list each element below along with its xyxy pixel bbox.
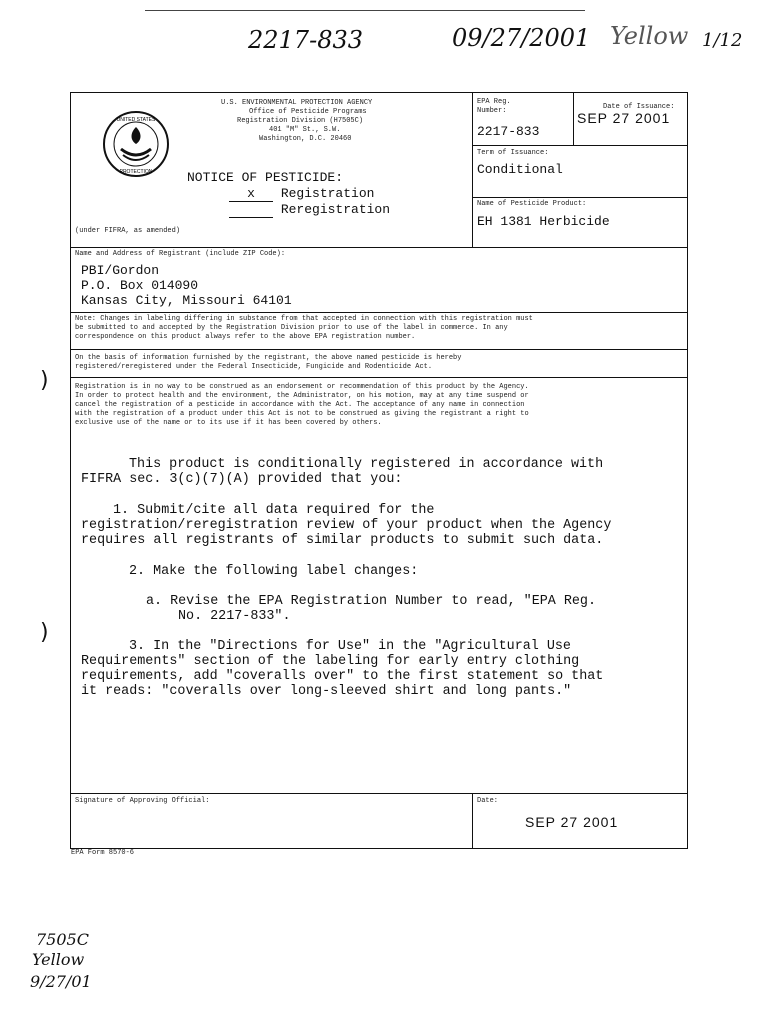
registration-label: Registration [280,186,375,201]
agency-line: 401 "M" St., S.W. [269,126,341,134]
item3-line: Requirements" section of the labeling for early entry clothing [81,654,580,669]
product-label: Name of Pesticide Product: [477,200,587,208]
registrant-line: P.O. Box 014090 [81,278,199,293]
handwritten-page-number: 1/12 [702,30,743,51]
registration-check-mark: x [229,187,273,202]
reregistration-option [229,203,390,218]
handwritten-date: 09/27/2001 [452,24,591,52]
registrant-line: Kansas City, Missouri 64101 [81,293,292,308]
basis-line: registered/reregistered under the Federal Insecticide, Fungicide and Rodenticide Act. [75,363,433,371]
item2a-line: No. 2217-833". [178,609,291,624]
item3-line: it reads: "coveralls over long-sleeved shirt and long pants." [81,684,572,699]
term-label: Term of Issuance: [477,149,549,157]
product-name: EH 1381 Herbicide [477,214,610,229]
intro-line: This product is conditionally registered in accordance with [129,457,604,472]
handwritten-date-bottom: 9/27/01 [30,972,92,991]
item1-line: requires all registrants of similar products to submit such data. [81,533,604,548]
margin-bracket-mark: ) [40,368,49,393]
epa-reg-label: EPA Reg. Number: [477,98,511,115]
svg-text:PROTECTION: PROTECTION [119,169,153,175]
basis-line: On the basis of information furnished by the registrant, the above named pesticide is hereby [75,354,462,362]
registrant-line: PBI/Gordon [81,263,160,278]
disclaimer-line: cancel the registration of a pesticide in accordance with the Act. The acceptance of any name in connection [75,401,525,409]
signature-date-label: Date: [477,797,499,805]
svg-text:UNITED STATES: UNITED STATES [116,117,156,123]
disclaimer-line: with the registration of a product under this Act is not to be construed as giving the registrant a right to [75,410,529,418]
notice-title: NOTICE OF PESTICIDE: [187,170,344,185]
reregistration-label: Reregistration [280,202,391,217]
form-number: EPA Form 8570-6 [71,849,135,857]
epa-reg-number: 2217-833 [477,124,540,139]
registration-option [229,187,374,202]
handwritten-code: 7505C [36,930,89,949]
top-scan-line [145,10,585,11]
item1-line: 1. Submit/cite all data required for the [113,503,435,518]
signature-label: Signature of Approving Official: [75,797,210,805]
intro-line: FIFRA sec. 3(c)(7)(A) provided that you: [81,472,403,487]
margin-bracket-mark: ) [40,620,49,645]
item2-line: 2. Make the following label changes: [129,564,419,579]
note-line: be submitted to and accepted by the Registration Division prior to use of the label in commerce. In any [75,324,508,332]
item3-line: 3. In the "Directions for Use" in the "Agricultural Use [129,639,571,654]
agency-line: Office of Pesticide Programs [249,108,367,116]
term-value: Conditional [477,162,563,177]
item3-line: requirements, add "coveralls over" to the first statement so that [81,669,604,684]
date-of-issuance-label: Date of Issuance: [603,103,675,111]
registrant-label: Name and Address of Registrant (include ZIP Code): [75,250,286,258]
handwritten-initials: Yellow [610,22,689,50]
agency-line: U.S. ENVIRONMENTAL PROTECTION AGENCY [221,99,373,107]
date-of-issuance-stamp: SEP 27 2001 [577,110,671,126]
item1-line: registration/reregistration review of your product when the Agency [81,518,612,533]
reregistration-blank [229,203,273,218]
agency-line: Washington, D.C. 20460 [259,135,352,143]
signature-date-stamp: SEP 27 2001 [525,814,619,830]
epa-seal-icon [101,109,171,179]
notice-form [70,92,688,849]
agency-line: Registration Division (H7505C) [237,117,364,125]
disclaimer-line: Registration is in no way to be construed as an endorsement or recommendation of this product by the Agency. [75,383,529,391]
disclaimer-line: In order to protect health and the environment, the Administrator, on his motion, may at any time suspend or [75,392,529,400]
item2a-line: a. Revise the EPA Registration Number to read, "EPA Reg. [146,594,596,609]
note-line: Note: Changes in labeling differing in substance from that accepted in connection with this registration must [75,315,533,323]
note-line: correspondence on this product always refer to the above EPA registration number. [75,333,416,341]
disclaimer-line: exclusive use of the name or to its use if it has been covered by others. [75,419,382,427]
handwritten-name: Yellow [32,950,85,969]
under-fifra-note: (under FIFRA, as amended) [75,227,181,235]
handwritten-file-number: 2217-833 [248,26,363,54]
